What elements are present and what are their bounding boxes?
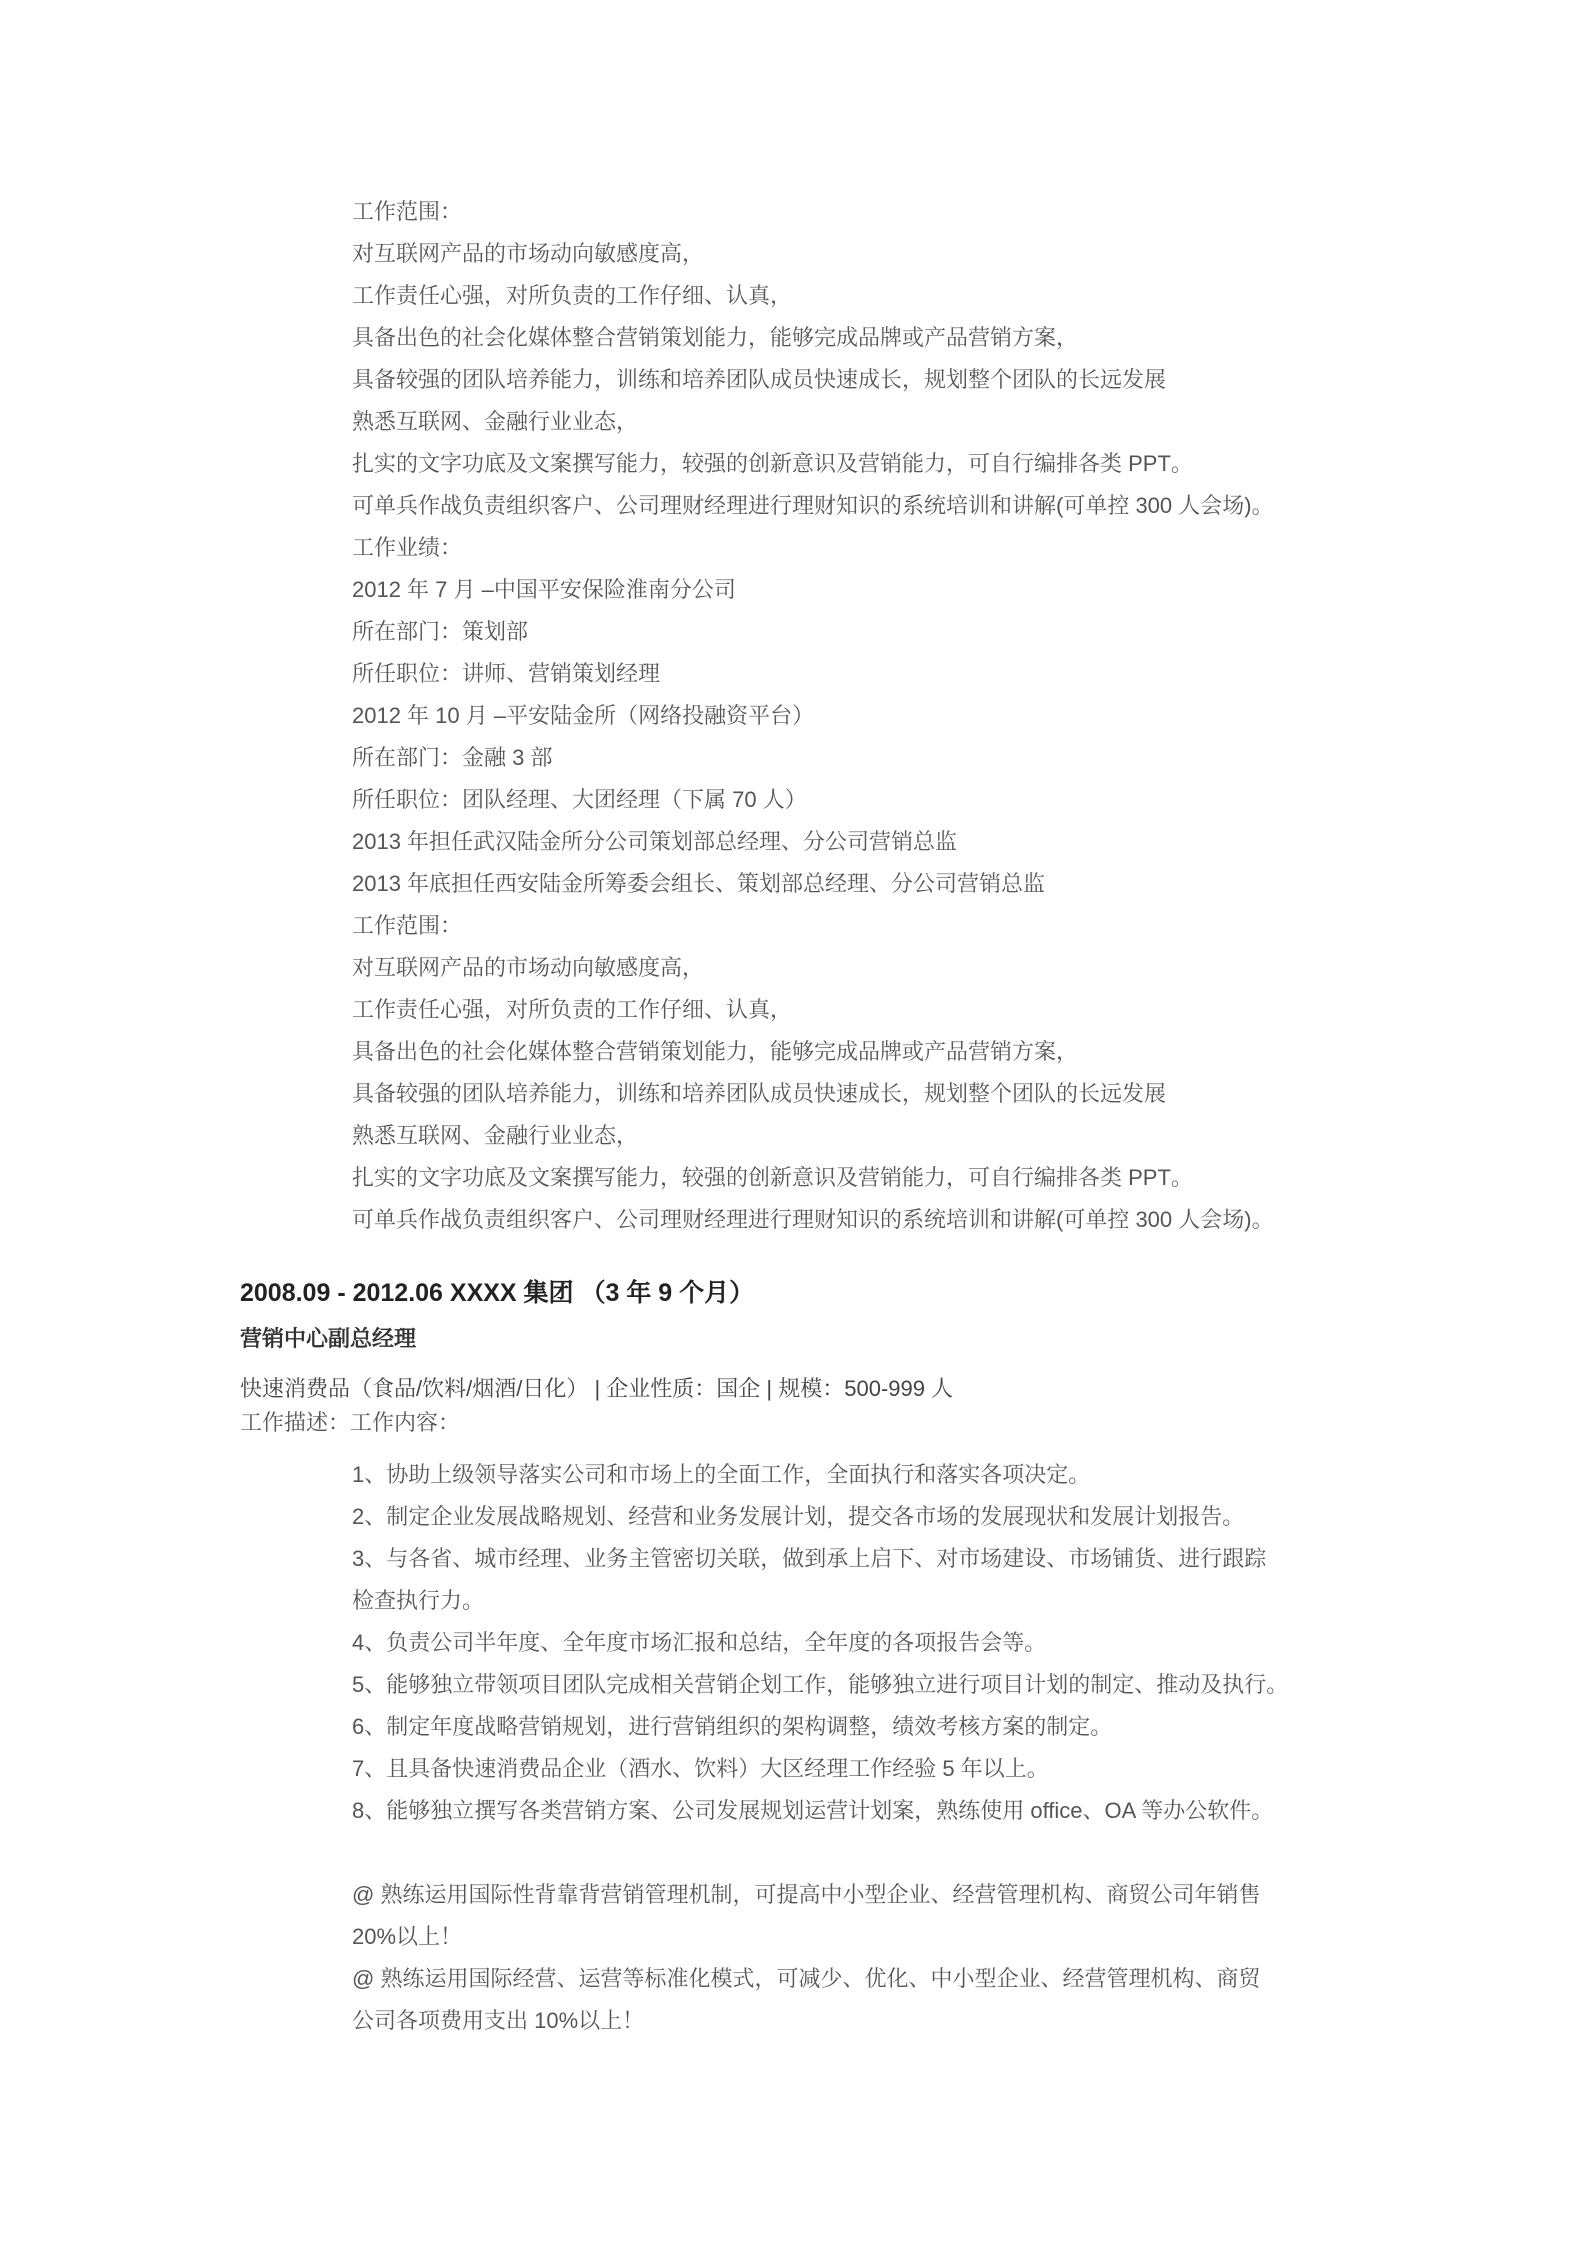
text-line: 2013 年底担任西安陆金所筹委会组长、策划部总经理、分公司营销总监 [352, 871, 1046, 896]
text-line: 所在部门：策划部 [352, 619, 529, 644]
text-line: 工作范围： [352, 199, 463, 224]
text-line: 所任职位：讲师、营销策划经理 [352, 661, 661, 686]
highlights-list [352, 1874, 1412, 2042]
text-line: 具备较强的团队培养能力，训练和培养团队成员快速成长，规划整个团队的长远发展 [352, 1081, 1167, 1106]
work-scope-section [352, 191, 1412, 1241]
text-line: 可单兵作战负责组织客户、公司理财经理进行理财知识的系统培训和讲解(可单控 300 人会场)。 [352, 1207, 1274, 1232]
text-line: 所任职位：团队经理、大团经理（下属 70 人） [352, 787, 807, 812]
job-title: 营销中心副总经理 [240, 1326, 417, 1351]
duty-item: 4、负责公司半年度、全年度市场汇报和总结，全年度的各项报告会等。 [352, 1630, 1047, 1655]
duty-item: 8、能够独立撰写各类营销方案、公司发展规划运营计划案，熟练使用 office、OA 等办公软件。 [352, 1798, 1274, 1823]
text-line: 具备出色的社会化媒体整合营销策划能力，能够完成品牌或产品营销方案， [352, 1039, 1079, 1064]
text-line: 对互联网产品的市场动向敏感度高， [352, 241, 705, 266]
highlight-line: @ 熟练运用国际性背靠背营销管理机制，可提高中小型企业、经营管理机构、商贸公司年销售 [352, 1882, 1261, 1907]
highlight-line: 公司各项费用支出 10%以上！ [352, 2008, 645, 2033]
text-line: 熟悉互联网、金融行业业态， [352, 1123, 639, 1148]
text-line: 扎实的文字功底及文案撰写能力，较强的创新意识及营销能力，可自行编排各类 PPT。 [352, 1165, 1193, 1190]
text-line: 工作责任心强，对所负责的工作仔细、认真， [352, 997, 793, 1022]
text-line: 2013 年担任武汉陆金所分公司策划部总经理、分公司营销总监 [352, 829, 958, 854]
duty-item: 3、与各省、城市经理、业务主管密切关联，做到承上启下、对市场建设、市场铺货、进行跟踪 [352, 1546, 1267, 1571]
text-line: 可单兵作战负责组织客户、公司理财经理进行理财知识的系统培训和讲解(可单控 300 人会场)。 [352, 493, 1274, 518]
duty-item: 1、协助上级领导落实公司和市场上的全面工作，全面执行和落实各项决定。 [352, 1462, 1091, 1487]
highlight-line: 20%以上！ [352, 1924, 463, 1949]
text-line: 具备出色的社会化媒体整合营销策划能力，能够完成品牌或产品营销方案， [352, 325, 1079, 350]
job-description-label: 工作描述：工作内容： [240, 1410, 461, 1435]
text-line: 工作业绩： [352, 535, 463, 560]
job-meta: 快速消费品（食品/饮料/烟酒/日化） | 企业性质：国企 | 规模：500-999 人 [240, 1376, 954, 1401]
text-line: 具备较强的团队培养能力，训练和培养团队成员快速成长，规划整个团队的长远发展 [352, 367, 1167, 392]
text-line: 2012 年 7 月 –中国平安保险淮南分公司 [352, 577, 736, 602]
text-line: 熟悉互联网、金融行业业态， [352, 409, 639, 434]
duty-item: 检查执行力。 [352, 1588, 485, 1613]
duty-item: 7、且具备快速消费品企业（酒水、饮料）大区经理工作经验 5 年以上。 [352, 1756, 1049, 1781]
duty-item: 6、制定年度战略营销规划，进行营销组织的架构调整，绩效考核方案的制定。 [352, 1714, 1113, 1739]
text-line: 2012 年 10 月 –平安陆金所（网络投融资平台） [352, 703, 815, 728]
highlight-line: @ 熟练运用国际经营、运营等标准化模式，可减少、优化、中小型企业、经营管理机构、商贸 [352, 1966, 1261, 1991]
text-line: 工作责任心强，对所负责的工作仔细、认真， [352, 283, 793, 308]
text-line: 扎实的文字功底及文案撰写能力，较强的创新意识及营销能力，可自行编排各类 PPT。 [352, 451, 1193, 476]
duty-item: 5、能够独立带领项目团队完成相关营销企划工作，能够独立进行项目计划的制定、推动及执行。 [352, 1672, 1289, 1697]
text-line: 工作范围： [352, 913, 463, 938]
text-line: 所在部门：金融 3 部 [352, 745, 553, 770]
duties-list [352, 1454, 1412, 1832]
job-period-heading: 2008.09 - 2012.06 XXXX 集团 （3 年 9 个月） [240, 1279, 755, 1307]
text-line: 对互联网产品的市场动向敏感度高， [352, 955, 705, 980]
duty-item: 2、制定企业发展战略规划、经营和业务发展计划，提交各市场的发展现状和发展计划报告。 [352, 1504, 1245, 1529]
